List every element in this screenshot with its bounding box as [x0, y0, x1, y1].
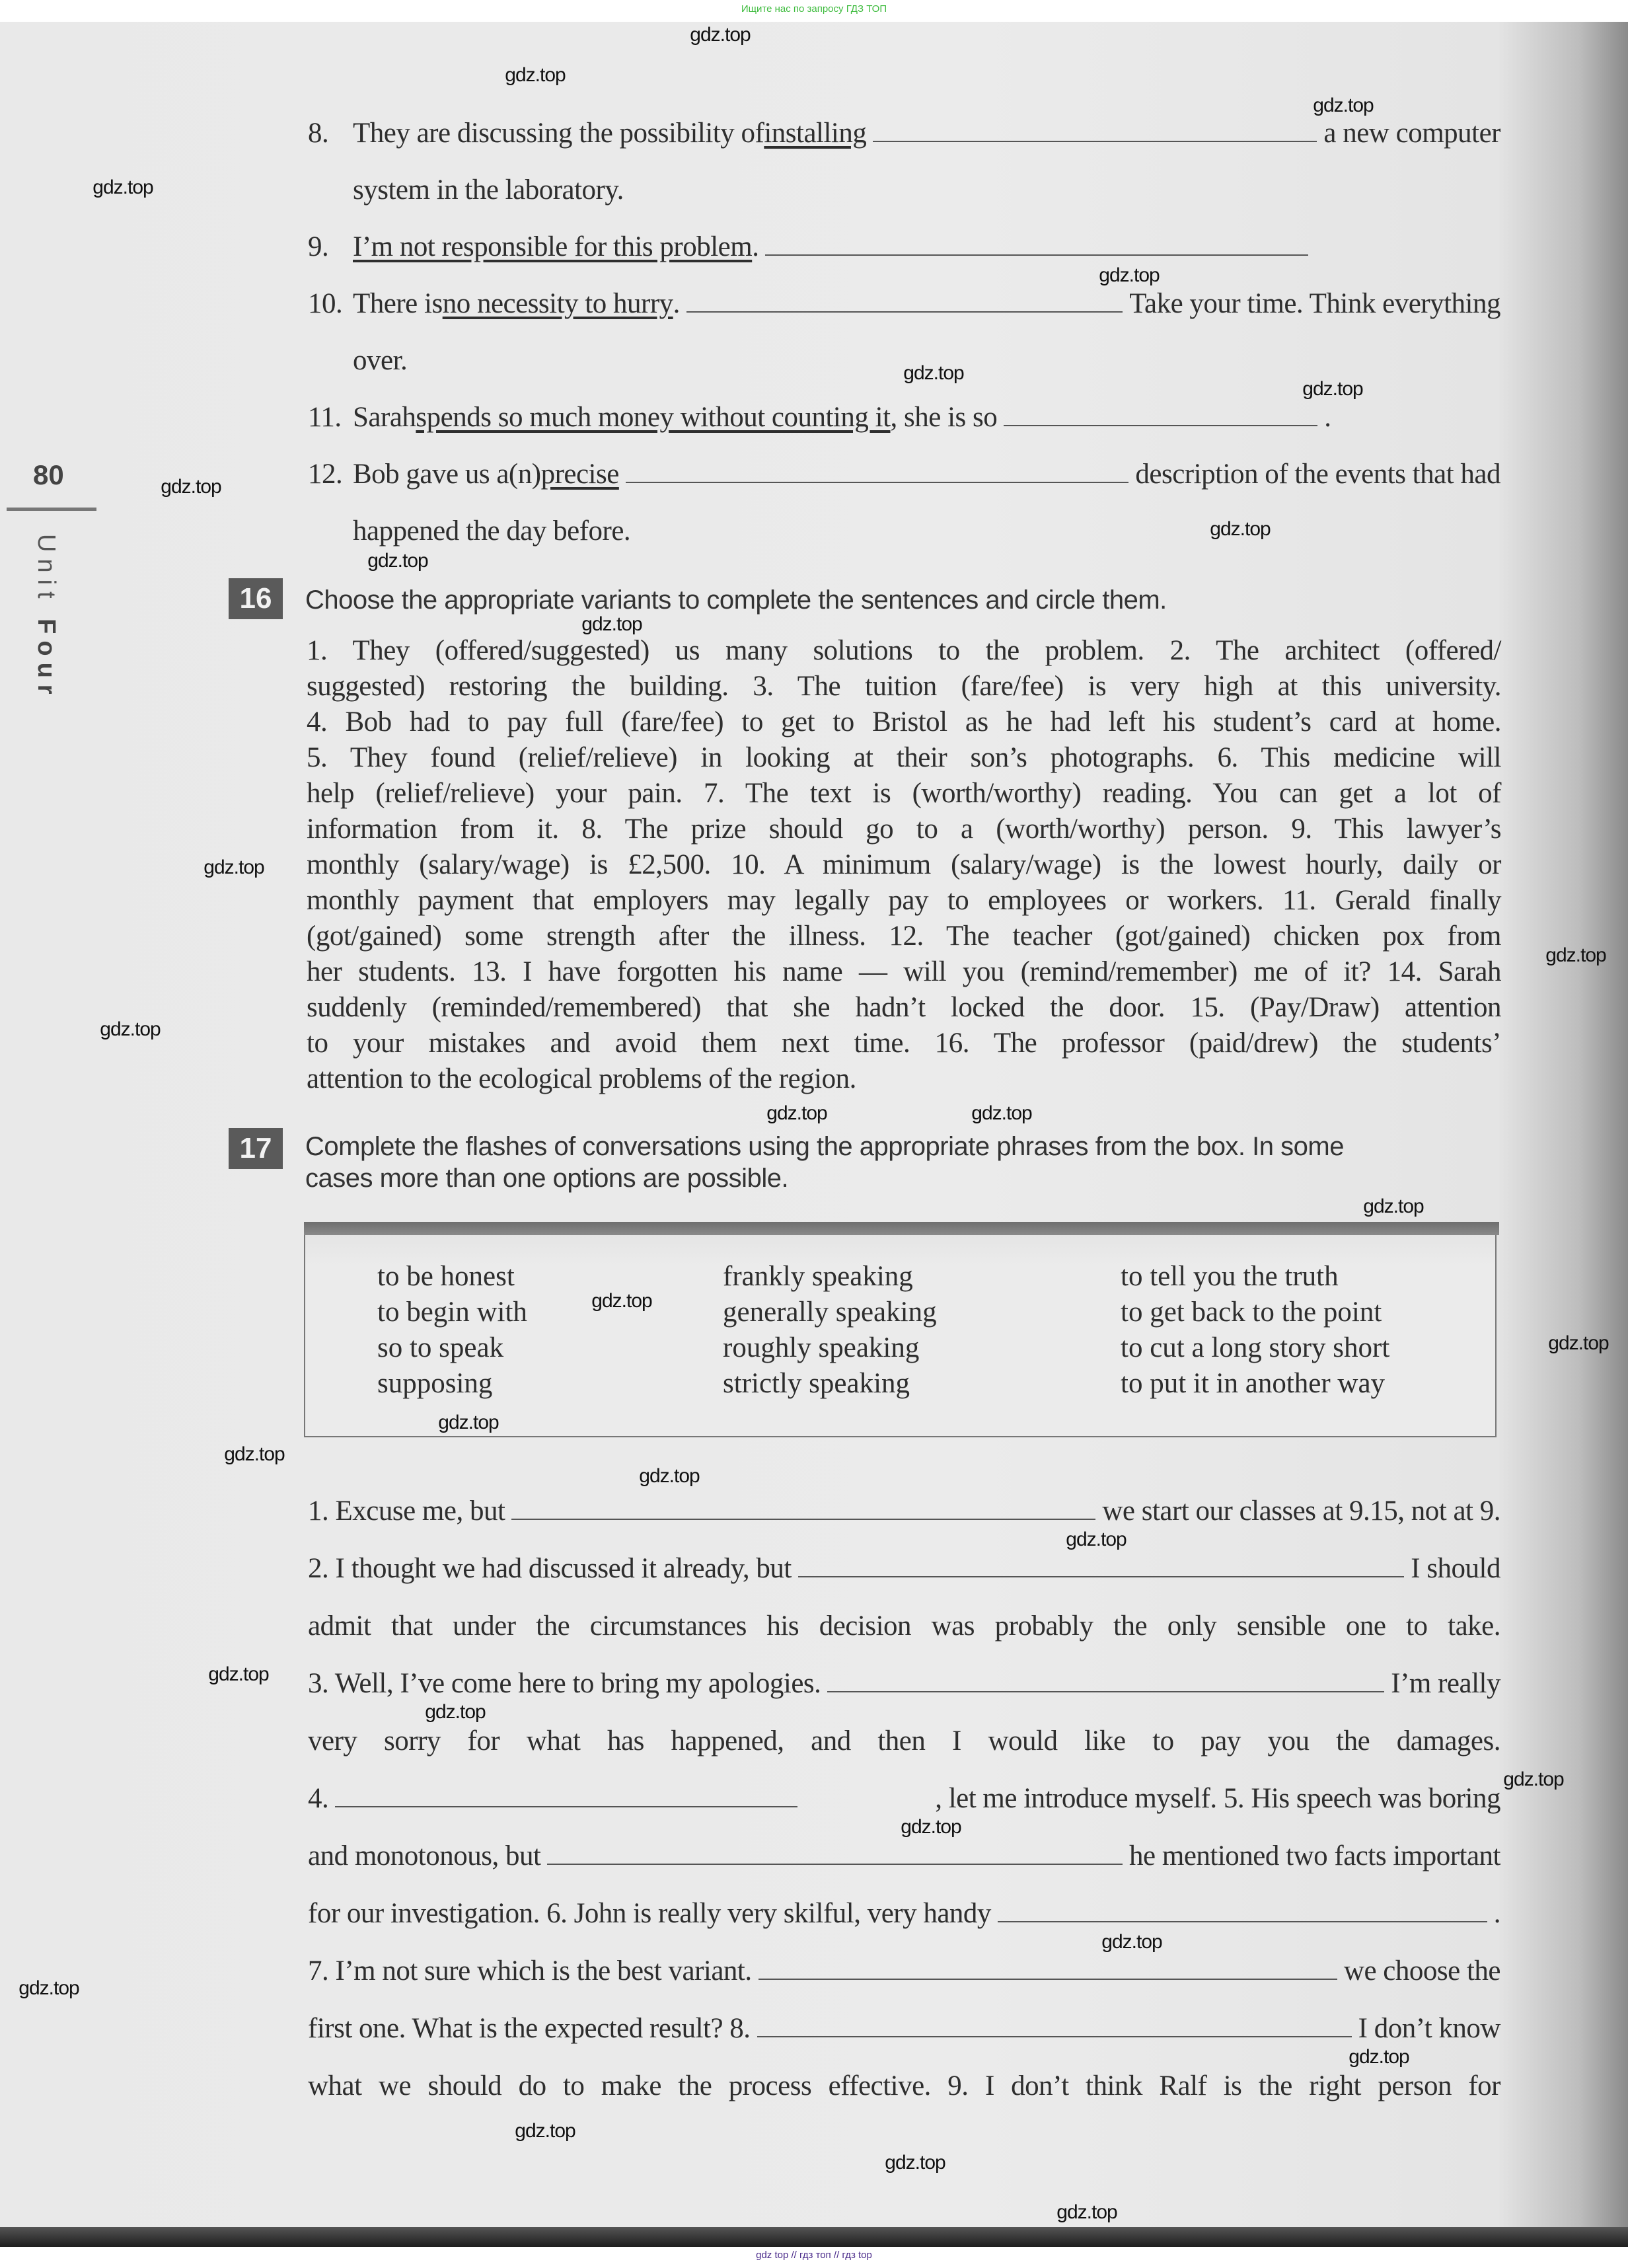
page-number: 80 [33, 459, 64, 490]
text-line: her students. 13. I have forgotten his name — will you (remind/remember) me of it? 14. Sarah [307, 956, 1501, 987]
answer-blank[interactable] [873, 118, 1317, 142]
answer-blank[interactable] [1004, 402, 1317, 426]
watermark: gdz.top [1313, 94, 1374, 116]
answer-blank[interactable] [827, 1669, 1384, 1692]
watermark: gdz.top [161, 476, 221, 498]
phrase: supposing [377, 1368, 493, 1399]
item-text: I should [1411, 1553, 1500, 1584]
item-number: 9. [308, 231, 329, 262]
watermark: gdz.top [1099, 264, 1160, 286]
ex15-item-8-cont [353, 174, 1500, 206]
item-text: Sarah [353, 402, 416, 433]
answer-blank[interactable] [511, 1496, 1095, 1520]
watermark: gdz.top [515, 2120, 575, 2142]
ex17-line-8 [308, 1898, 1500, 1930]
ex17-line-6 [308, 1783, 1500, 1815]
item-text: a new computer [1323, 118, 1500, 149]
ex17-line-4 [308, 1668, 1500, 1700]
item-text: There is [353, 288, 443, 319]
ex15-item-12 [308, 459, 1500, 490]
watermark: gdz.top [690, 24, 751, 46]
text-line: to your mistakes and avoid them next time. 16. The professor (paid/drew) the students’ [307, 1028, 1501, 1059]
item-text: 4. [308, 1783, 329, 1814]
item-text: we choose the [1343, 1955, 1500, 1986]
watermark: gdz.top [1101, 1931, 1162, 1953]
phrase: to be honest [377, 1261, 515, 1292]
text-line: suggested) restoring the building. 3. The tuition (fare/fee) is very high at this university. [307, 671, 1501, 702]
item-text: description of the events that had [1135, 459, 1500, 490]
phrase: frankly speaking [723, 1261, 913, 1292]
unit-name: Four [32, 619, 60, 701]
watermark: gdz.top [1349, 2046, 1409, 2068]
ex17-line-9 [308, 1955, 1500, 1987]
watermark: gdz.top [639, 1465, 700, 1487]
item-number: 8. [308, 118, 329, 149]
unit-label [32, 534, 60, 701]
item-text: They are discussing the possibility of [353, 118, 764, 149]
phrase: to tell you the truth [1121, 1261, 1339, 1292]
item-text: , she is so [890, 402, 998, 433]
watermark: gdz.top [367, 550, 428, 572]
underlined-phrase: installing [764, 118, 867, 149]
answer-blank[interactable] [335, 1784, 797, 1807]
phrase: to get back to the point [1121, 1297, 1382, 1328]
watermark: gdz.top [18, 1977, 79, 1999]
item-text: system in the laboratory. [353, 174, 624, 206]
watermark: gdz.top [901, 1816, 961, 1838]
text-line: monthly (salary/wage) is £2,500. 10. A minimum (salary/wage) is the lowest hourly, daily or [307, 849, 1501, 880]
item-text: 7. I’m not sure which is the best variant. [308, 1955, 752, 1986]
phrase-box-header-bar [304, 1222, 1499, 1235]
item-text: I don’t know [1358, 2013, 1500, 2044]
text-line: 4. Bob had to pay full (fare/fee) to get to Bristol as he had left his student’s card at home. [307, 706, 1501, 737]
item-number: 10. [308, 288, 343, 319]
ex17-line-5: very sorry for what has happened, and then I would like to pay you the damages. [308, 1725, 1500, 1757]
item-text: . [673, 288, 680, 319]
text-line: attention to the ecological problems of the region. [307, 1063, 856, 1094]
item-text: we start our classes at 9.15, not at 9. [1102, 1495, 1500, 1527]
item-text: . [1493, 1898, 1500, 1929]
answer-blank[interactable] [757, 2014, 1352, 2037]
phrase: to begin with [377, 1297, 527, 1328]
answer-blank[interactable] [998, 1899, 1487, 1922]
item-text: over. [353, 345, 408, 376]
exercise-17-badge: 17 [229, 1128, 283, 1169]
item-text: . [1324, 402, 1331, 433]
text-line: 5. They found (relief/relieve) in looking at their son’s photographs. 6. This medicine will [307, 742, 1501, 773]
ex17-line-7 [308, 1840, 1500, 1872]
item-text: 3. Well, I’ve come here to bring my apologies. [308, 1668, 821, 1699]
item-text: I’m really [1391, 1668, 1500, 1699]
text-line: monthly payment that employers may legally pay to employees or workers. 11. Gerald finally [307, 885, 1501, 916]
phrase: to put it in another way [1121, 1368, 1386, 1399]
text-line: (got/gained) some strength after the illness. 12. The teacher (got/gained) chicken pox from [307, 921, 1501, 952]
item-text: happened the day before. [353, 515, 631, 547]
page-number-rule [7, 508, 96, 511]
answer-blank[interactable] [765, 232, 1308, 256]
exercise-16-instruction: Choose the appropriate variants to complete the sentences and circle them. [305, 586, 1167, 615]
ex17-line-3: admit that under the circumstances his decision was probably the only sensible one to take. [308, 1610, 1500, 1642]
text-line: 1. They (offered/suggested) us many solutions to the problem. 2. The architect (offered/ [307, 635, 1501, 666]
item-text: he mentioned two facts important [1129, 1840, 1500, 1871]
watermark: gdz.top [903, 362, 964, 384]
answer-blank[interactable] [686, 289, 1123, 313]
answer-blank[interactable] [798, 1554, 1404, 1577]
item-text: . [752, 231, 759, 262]
watermark: gdz.top [208, 1663, 269, 1685]
text-line: suddenly (reminded/remembered) that she hadn’t locked the door. 15. (Pay/Draw) attention [307, 992, 1501, 1023]
item-number: 11. [308, 402, 342, 433]
underlined-phrase: no necessity to hurry [442, 288, 673, 319]
watermark: gdz.top [224, 1443, 285, 1465]
page-edge-shadow [0, 2227, 1628, 2247]
watermark: gdz.top [100, 1018, 161, 1040]
watermark: gdz.top [766, 1102, 827, 1124]
watermark: gdz.top [204, 856, 264, 878]
phrase: to cut a long story short [1121, 1332, 1390, 1363]
watermark: gdz.top [1548, 1332, 1609, 1354]
top-banner[interactable]: Ищите нас по запросу ГДЗ ТОП [0, 0, 1628, 22]
ex15-item-10 [308, 288, 1500, 320]
watermark: gdz.top [1066, 1529, 1127, 1550]
underlined-phrase: I’m not responsible for this problem [353, 231, 753, 262]
item-number: 12. [308, 459, 343, 490]
text-line: information from it. 8. The prize should go to a (worth/worthy) person. 9. This lawyer’s [307, 813, 1501, 845]
ex17-line-11: what we should do to make the process effective. 9. I don’t think Ralf is the right person for [308, 2070, 1500, 2101]
footer-links[interactable]: gdz top // гдз топ // гдз top [0, 2247, 1628, 2268]
watermark: gdz.top [1302, 378, 1363, 400]
ex17-line-10 [308, 2013, 1500, 2045]
item-text: and monotonous, but [308, 1840, 541, 1871]
ex17-line-2 [308, 1553, 1500, 1585]
item-text: , let me introduce myself. 5. His speech was boring [935, 1783, 1500, 1814]
text-line: help (relief/relieve) your pain. 7. The text is (worth/worthy) reading. You can get a lot of [307, 778, 1501, 809]
answer-blank[interactable] [626, 459, 1129, 483]
watermark: gdz.top [1210, 518, 1271, 540]
unit-word: Unit [32, 534, 60, 605]
ex15-item-11 [308, 402, 1500, 434]
phrase: strictly speaking [723, 1368, 910, 1399]
watermark: gdz.top [505, 64, 566, 86]
watermark: gdz.top [92, 176, 153, 198]
ex15-item-8 [308, 118, 1500, 149]
ex17-line-1 [308, 1495, 1500, 1527]
item-text: for our investigation. 6. John is really very skilful, very handy [308, 1898, 991, 1929]
watermark: gdz.top [1363, 1195, 1424, 1217]
watermark: gdz.top [885, 2152, 945, 2174]
item-text: Take your time. Think everything [1129, 288, 1500, 319]
underlined-phrase: precise [540, 459, 619, 490]
watermark: gdz.top [1503, 1768, 1564, 1790]
phrase: roughly speaking [723, 1332, 920, 1363]
watermark: gdz.top [591, 1290, 652, 1312]
watermark: gdz.top [1545, 944, 1606, 966]
phrase: generally speaking [723, 1297, 937, 1328]
ex15-item-12-cont [353, 515, 1500, 547]
exercise-16-badge: 16 [229, 578, 283, 619]
item-text: first one. What is the expected result? 8. [308, 2013, 751, 2044]
underlined-phrase: spends so much money without counting it [416, 402, 891, 433]
answer-blank[interactable] [547, 1841, 1123, 1865]
phrase-box [304, 1222, 1497, 1437]
watermark: gdz.top [438, 1412, 499, 1433]
instruction-line: Complete the flashes of conversations using the appropriate phrases from the box. In some [305, 1132, 1344, 1161]
answer-blank[interactable] [758, 1956, 1337, 1980]
phrase: so to speak [377, 1332, 504, 1363]
item-text: 1. Excuse me, but [308, 1495, 505, 1527]
watermark: gdz.top [1056, 2201, 1117, 2223]
watermark: gdz.top [425, 1701, 486, 1723]
instruction-line: cases more than one options are possible. [305, 1164, 789, 1193]
ex15-item-9 [308, 231, 1500, 263]
item-text: Bob gave us a(n) [353, 459, 541, 490]
watermark: gdz.top [971, 1102, 1032, 1124]
watermark: gdz.top [581, 613, 642, 635]
exercise-17-instruction [305, 1131, 1501, 1194]
exercise-16-text [307, 633, 1501, 1097]
item-text: 2. I thought we had discussed it already, but [308, 1553, 792, 1584]
